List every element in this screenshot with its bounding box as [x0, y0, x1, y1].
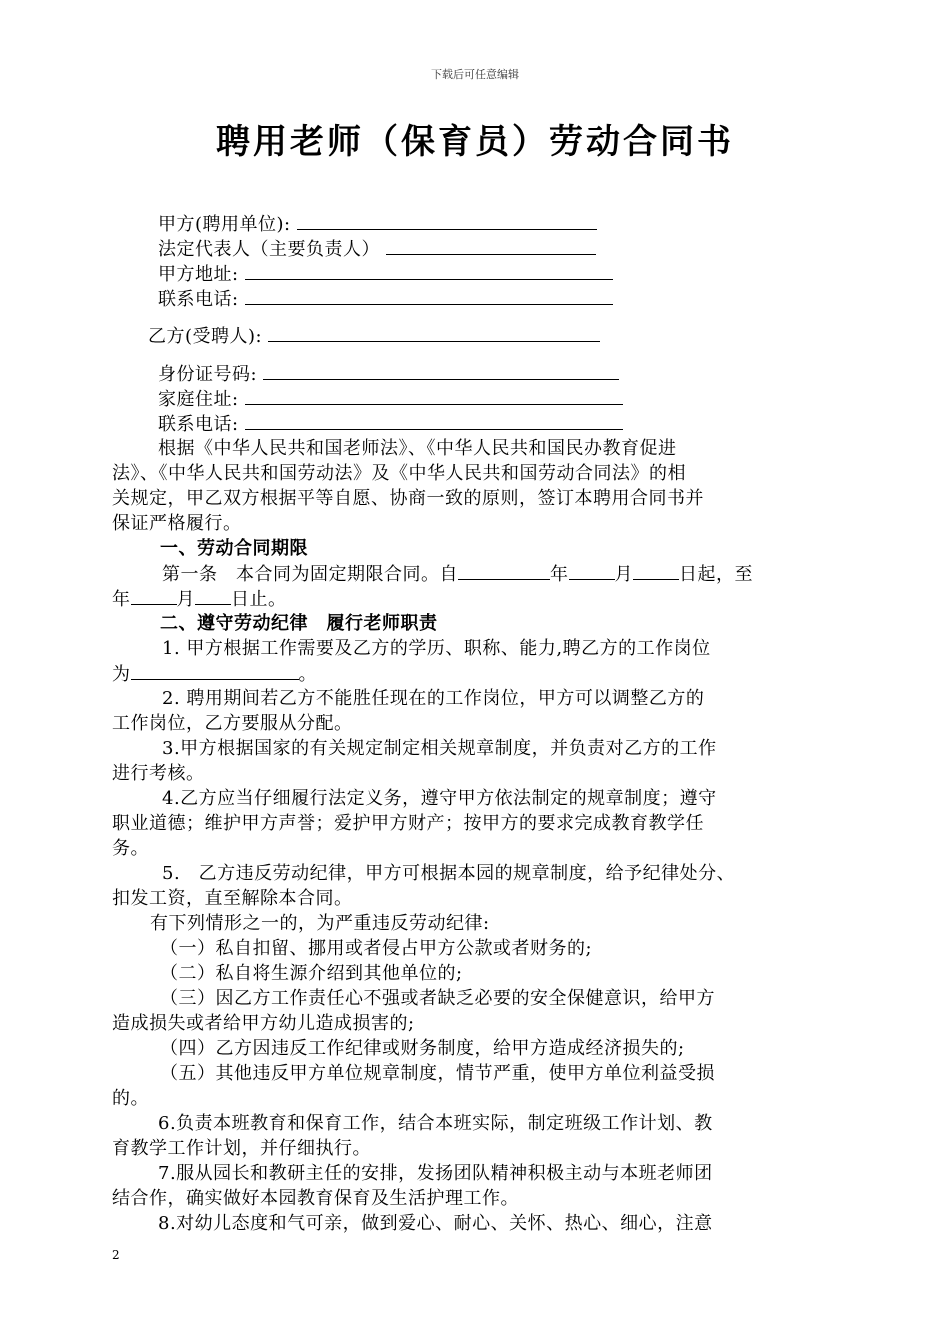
violation-case: （三）因乙方工作责任心不强或者缺乏必要的安全保健意识，给甲方 [160, 988, 715, 1009]
end-day-blank[interactable] [195, 586, 231, 605]
start-year-blank[interactable] [458, 561, 550, 580]
item-5-line: 扣发工资，直至解除本合同。 [112, 888, 353, 909]
section-1-heading: 一、劳动合同期限 [160, 538, 308, 559]
party-b-blank[interactable] [268, 323, 600, 342]
item-4-line: 职业道德；维护甲方声誉；爱护甲方财产；按甲方的要求完成教育教学任 [112, 813, 704, 834]
party-b-phone-field [158, 411, 623, 437]
violation-case: （四）乙方因违反工作纪律或财务制度，给甲方造成经济损失的; [160, 1038, 685, 1059]
month-label: 月 [614, 564, 633, 585]
article-1-end [112, 586, 287, 612]
violation-case: 造成损失或者给甲方幼儿造成损害的; [112, 1013, 415, 1034]
item-4-line: 4.乙方应当仔细履行法定义务，遵守甲方依法制定的规章制度；遵守 [162, 788, 717, 809]
day-from-label: 日起，至 [679, 564, 753, 585]
day-end-label: 日止。 [231, 589, 287, 610]
party-b-phone-blank[interactable] [245, 411, 623, 430]
intro-line: 法》、《中华人民共和国劳动法》及《中华人民共和国劳动合同法》的相 [112, 463, 686, 484]
home-address-field [158, 386, 623, 412]
representative-blank[interactable] [386, 236, 596, 255]
id-number-field [158, 361, 619, 387]
month-label: 月 [176, 589, 195, 610]
section-2-heading: 二、遵守劳动纪律 履行老师职责 [160, 613, 438, 634]
item-3-line: 进行考核。 [112, 763, 205, 784]
year-label: 年 [112, 589, 131, 610]
home-address-blank[interactable] [245, 386, 623, 405]
intro-line: 根据《中华人民共和国老师法》、《中华人民共和国民办教育促进 [158, 438, 677, 459]
party-a-phone-field [158, 286, 613, 312]
party-a-address-field [158, 261, 613, 287]
document-title: 聘用老师（保育员）劳动合同书 [216, 122, 734, 162]
party-b-field [148, 323, 600, 349]
position-blank[interactable] [131, 661, 299, 680]
party-b-phone-label: 联系电话: [158, 414, 239, 435]
party-a-phone-label: 联系电话: [158, 289, 239, 310]
start-month-blank[interactable] [569, 561, 615, 580]
item-2-line: 2. 聘用期间若乙方不能胜任现在的工作岗位，甲方可以调整乙方的 [162, 688, 705, 709]
article-1-text: 第一条 本合同为固定期限合同。自 [162, 564, 458, 585]
item-3-line: 3.甲方根据国家的有关规定制定相关规章制度，并负责对乙方的工作 [162, 738, 717, 759]
year-label: 年 [550, 564, 569, 585]
party-b-label: 乙方(受聘人): [148, 326, 263, 347]
party-a-blank[interactable] [297, 211, 597, 230]
party-a-address-label: 甲方地址: [158, 264, 239, 285]
item-1-end: 。 [298, 664, 317, 685]
home-address-label: 家庭住址: [158, 389, 239, 410]
id-number-blank[interactable] [263, 361, 619, 380]
violation-case: （一）私自扣留、挪用或者侵占甲方公款或者财务的; [160, 938, 593, 959]
end-month-blank[interactable] [131, 586, 177, 605]
start-day-blank[interactable] [633, 561, 679, 580]
item-4-line: 务。 [112, 838, 149, 859]
article-1 [162, 561, 753, 587]
header-note: 下载后可任意编辑 [431, 68, 519, 81]
representative-field [158, 236, 596, 262]
item-8-line: 8.对幼儿态度和气可亲，做到爱心、耐心、关怀、热心、细心，注意 [158, 1213, 713, 1234]
item-5-line: 5. 乙方违反劳动纪律，甲方可根据本园的规章制度，给予纪律处分、 [162, 863, 736, 884]
party-a-phone-blank[interactable] [245, 286, 613, 305]
representative-label: 法定代表人（主要负责人） [158, 239, 380, 260]
violation-case: （五）其他违反甲方单位规章制度，情节严重，使甲方单位利益受损 [160, 1063, 715, 1084]
item-7-line: 7.服从园长和教研主任的安排，发扬团队精神积极主动与本班老师团 [158, 1163, 713, 1184]
id-number-label: 身份证号码: [158, 364, 258, 385]
item-1-position [112, 661, 317, 687]
item-6-line: 育教学工作计划，并仔细执行。 [112, 1138, 371, 1159]
serious-violations-intro: 有下列情形之一的，为严重违反劳动纪律: [150, 913, 490, 934]
party-a-address-blank[interactable] [245, 261, 613, 280]
intro-line: 关规定，甲乙双方根据平等自愿、协商一致的原则，签订本聘用合同书并 [112, 488, 704, 509]
violation-case: 的。 [112, 1088, 149, 1109]
party-a-field [158, 211, 597, 237]
item-1-line: 1. 甲方根据工作需要及乙方的学历、职称、能力,聘乙方的工作岗位 [162, 638, 711, 659]
intro-line: 保证严格履行。 [112, 513, 242, 534]
item-1-prefix: 为 [112, 664, 131, 685]
item-2-line: 工作岗位，乙方要服从分配。 [112, 713, 353, 734]
item-6-line: 6.负责本班教育和保育工作，结合本班实际，制定班级工作计划、教 [158, 1113, 713, 1134]
page-number: 2 [112, 1248, 120, 1262]
party-a-label: 甲方(聘用单位): [158, 214, 291, 235]
item-7-line: 结合作，确实做好本园教育保育及生活护理工作。 [112, 1188, 519, 1209]
violation-case: （二）私自将生源介绍到其他单位的; [160, 963, 463, 984]
